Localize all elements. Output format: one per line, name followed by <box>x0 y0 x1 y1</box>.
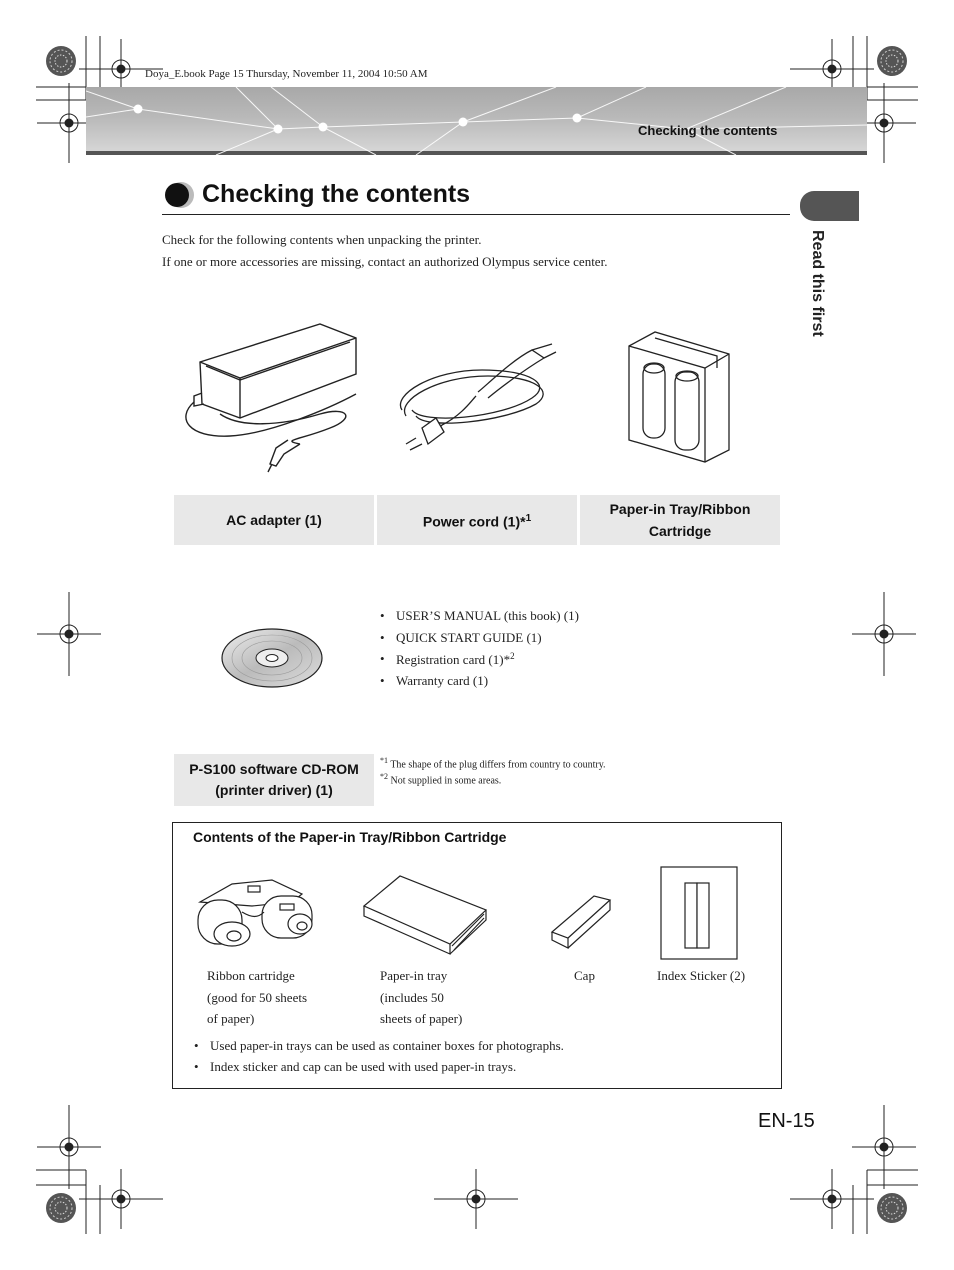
title-bullet-icon <box>162 180 198 210</box>
banner-title: Checking the contents <box>638 123 778 138</box>
ribbon-cartridge-image <box>192 872 318 956</box>
footnote-1: $^{*1}$ The shape of the plug differs from country to country. <box>380 756 606 771</box>
contents-box-title: Contents of the Paper-in Tray/Ribbon Cartridge <box>193 829 507 845</box>
index-sticker-caption: Index Sticker (2) <box>657 968 746 983</box>
title-rule <box>162 214 790 215</box>
cap-caption: Cap <box>574 968 595 983</box>
caption-ac-adapter <box>174 495 374 545</box>
header-banner <box>86 87 867 155</box>
book-info-line: Doya_E.book Page 15 Thursday, November 11, 2004 10:50 AM <box>145 68 428 80</box>
caption-tray-line-1: Paper-in Tray/Ribbon <box>609 501 751 517</box>
caption-cd-line-1: P-S100 software CD-ROM <box>189 761 359 777</box>
footnote-ref-2: 2 <box>510 651 515 661</box>
index-sticker-image <box>660 866 738 960</box>
caption-tray-line-2: Cartridge <box>648 523 712 539</box>
caption-cd-rom <box>174 754 374 806</box>
paper-in-tray-caption: Paper-in tray (includes 50 sheets of paper) <box>380 968 463 1026</box>
paper-in-tray-image <box>360 872 490 958</box>
side-tab-label: Read this first <box>809 230 826 337</box>
caption-tray-cartridge <box>580 495 780 545</box>
footnote-ref-1: 1 <box>525 512 532 524</box>
bullet-item: • QUICK START GUIDE (1) <box>380 630 542 646</box>
bullet-item: • Registration card (1)*$^2$ <box>380 651 515 668</box>
bullet-item: • Warranty card (1) <box>380 673 488 689</box>
page-title: Checking the contents <box>202 180 471 208</box>
ribbon-cartridge-caption: Ribbon cartridge (good for 50 sheets of paper) <box>207 968 308 1026</box>
ac-adapter-image <box>180 318 370 473</box>
caption-power-cord-text: Power cord (1)* <box>422 513 526 530</box>
tray-cartridge-image <box>625 328 733 464</box>
power-cord-image <box>392 340 557 455</box>
cd-rom-image <box>220 628 324 690</box>
page-number: EN-15 <box>758 1110 815 1132</box>
side-tab <box>800 191 859 221</box>
box-note: • Used paper-in trays can be used as container boxes for photographs. <box>194 1038 564 1054</box>
caption-cd-line-2: (printer driver) (1) <box>215 782 333 798</box>
cap-image <box>548 890 614 950</box>
bullet-item: • USER’S MANUAL (this book) (1) <box>380 608 579 624</box>
caption-ac-adapter-text: AC adapter (1) <box>226 512 322 528</box>
intro-line-1: Check for the following contents when unpacking the printer. <box>162 232 482 247</box>
box-note: • Index sticker and cap can be used with used paper-in trays. <box>194 1059 516 1075</box>
intro-line-2: If one or more accessories are missing, contact an authorized Olympus service center. <box>162 254 608 269</box>
caption-power-cord <box>377 495 577 545</box>
footnote-2: $^{*2}$ Not supplied in some areas. <box>380 772 502 787</box>
